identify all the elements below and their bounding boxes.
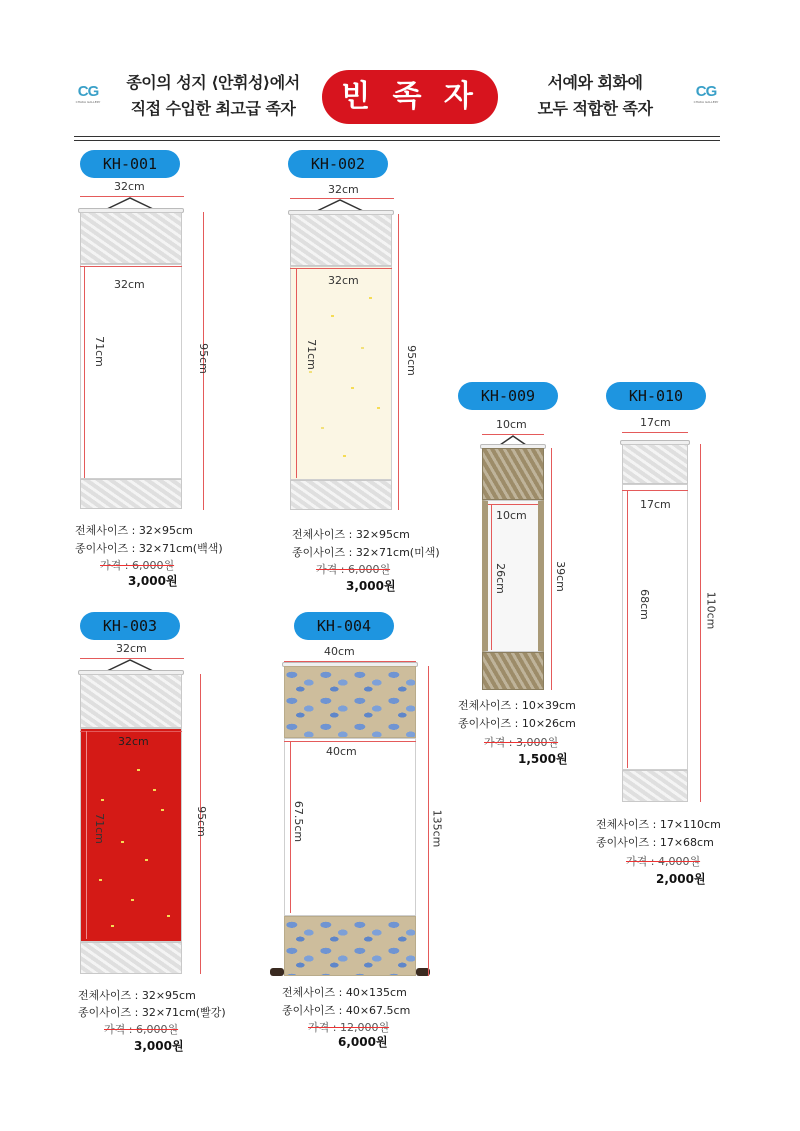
paper-width-label: 17cm (640, 498, 671, 511)
paper-size: 종이사이즈 : 32×71cm(빨강) (78, 1006, 226, 1019)
paper-height-line (86, 731, 87, 939)
width-label: 17cm (640, 416, 671, 429)
top-mount (622, 444, 688, 484)
sale-price: 3,000원 (128, 574, 178, 588)
bottom-mount (80, 942, 182, 974)
top-mount (80, 212, 182, 264)
product-code-badge: KH-003 (80, 612, 180, 640)
product-code-badge: KH-001 (80, 150, 180, 178)
scroll-knob-left (270, 968, 284, 976)
width-line (622, 432, 688, 433)
product-code-badge: KH-002 (288, 150, 388, 178)
product-code-badge: KH-004 (294, 612, 394, 640)
paper-area (290, 266, 392, 480)
paper-width-line (80, 266, 182, 267)
total-height-line (551, 448, 552, 690)
original-price: 가격 : 6,000원 (100, 559, 175, 572)
total-height-label: 39cm (553, 561, 567, 592)
product-code-badge: KH-009 (458, 382, 558, 410)
sale-price: 3,000원 (346, 579, 396, 593)
original-price: 가격 : 6,000원 (104, 1023, 179, 1036)
paper-height-label: 71cm (304, 339, 318, 370)
right-tagline: 서예와 회화에 모두 적합한 족자 (537, 73, 653, 118)
total-size: 전체사이즈 : 32×95cm (75, 524, 193, 537)
paper-size: 종이사이즈 : 40×67.5cm (282, 1004, 411, 1017)
left-tagline: 종이의 성지 ⟨안휘성⟩에서 직접 수입한 최고급 족자 (126, 73, 300, 118)
paper-height-line (627, 490, 628, 768)
total-height-label: 95cm (404, 345, 418, 376)
bottom-mount (284, 916, 416, 976)
paper-width-line (80, 731, 182, 732)
logo-left (74, 84, 102, 104)
logo-subtext: CHAKA GALLERY (693, 100, 719, 104)
paper-width-line (284, 741, 416, 742)
sale-price: 6,000원 (338, 1035, 388, 1049)
paper-width-label: 32cm (114, 278, 145, 291)
bottom-mount (622, 770, 688, 802)
paper-width-label: 10cm (496, 509, 527, 522)
original-price: 가격 : 4,000원 (626, 855, 701, 868)
total-height-label: 135cm (430, 809, 444, 848)
sale-price: 3,000원 (134, 1039, 184, 1053)
width-label: 32cm (116, 642, 147, 655)
header-divider (74, 136, 720, 137)
bottom-mount (80, 479, 182, 509)
paper-size: 종이사이즈 : 17×68cm (596, 836, 714, 849)
logo-right (692, 84, 720, 104)
width-label: 32cm (328, 183, 359, 196)
top-mount (284, 666, 416, 738)
width-label: 40cm (324, 645, 355, 658)
bottom-mount (482, 652, 544, 690)
paper-width-label: 40cm (326, 745, 357, 758)
total-height-line (398, 214, 399, 510)
paper-width-label: 32cm (328, 274, 359, 287)
width-label: 32cm (114, 180, 145, 193)
paper-height-label: 71cm (92, 813, 106, 844)
paper-area (80, 264, 182, 479)
total-height-label: 95cm (194, 806, 208, 837)
paper-size: 종이사이즈 : 32×71cm(백색) (75, 542, 223, 555)
total-height-label: 95cm (196, 343, 210, 374)
total-height-line (428, 666, 429, 976)
bottom-mount (290, 480, 392, 510)
paper-height-label: 26cm (493, 563, 507, 594)
paper-width-line (290, 268, 392, 269)
paper-area (622, 484, 688, 770)
original-price: 가격 : 3,000원 (484, 736, 559, 749)
total-size: 전체사이즈 : 40×135cm (282, 986, 407, 999)
top-mount (80, 674, 182, 728)
total-size: 전체사이즈 : 32×95cm (78, 989, 196, 1002)
total-size: 전체사이즈 : 17×110cm (596, 818, 721, 831)
total-height-label: 110cm (704, 591, 718, 630)
paper-width-label: 32cm (118, 735, 149, 748)
paper-height-label: 67.5cm (292, 800, 306, 843)
top-mount (290, 214, 392, 266)
product-code-badge: KH-010 (606, 382, 706, 410)
paper-height-line (296, 268, 297, 478)
total-size: 전체사이즈 : 10×39cm (458, 699, 576, 712)
paper-height-line (290, 741, 291, 913)
total-size: 전체사이즈 : 32×95cm (292, 528, 410, 541)
paper-height-label: 71cm (92, 336, 106, 367)
original-price: 가격 : 6,000원 (316, 563, 391, 576)
paper-height-label: 68cm (637, 589, 651, 620)
header-divider (74, 140, 720, 141)
sale-price: 1,500원 (518, 752, 568, 766)
logo-subtext: CHAKA GALLERY (75, 100, 101, 104)
total-height-line (700, 444, 701, 802)
page-title: 빈 족 자 (322, 70, 498, 124)
paper-size: 종이사이즈 : 10×26cm (458, 717, 576, 730)
paper-height-line (84, 266, 85, 478)
original-price: 가격 : 12,000원 (308, 1021, 390, 1034)
width-label: 10cm (496, 418, 527, 431)
sale-price: 2,000원 (656, 872, 706, 886)
top-mount (482, 448, 544, 500)
paper-size: 종이사이즈 : 32×71cm(미색) (292, 546, 440, 559)
paper-width-line (622, 490, 688, 491)
paper-height-line (491, 504, 492, 650)
paper-width-line (488, 504, 538, 505)
logo-mark: CG (77, 83, 99, 100)
logo-mark: CG (695, 83, 717, 100)
